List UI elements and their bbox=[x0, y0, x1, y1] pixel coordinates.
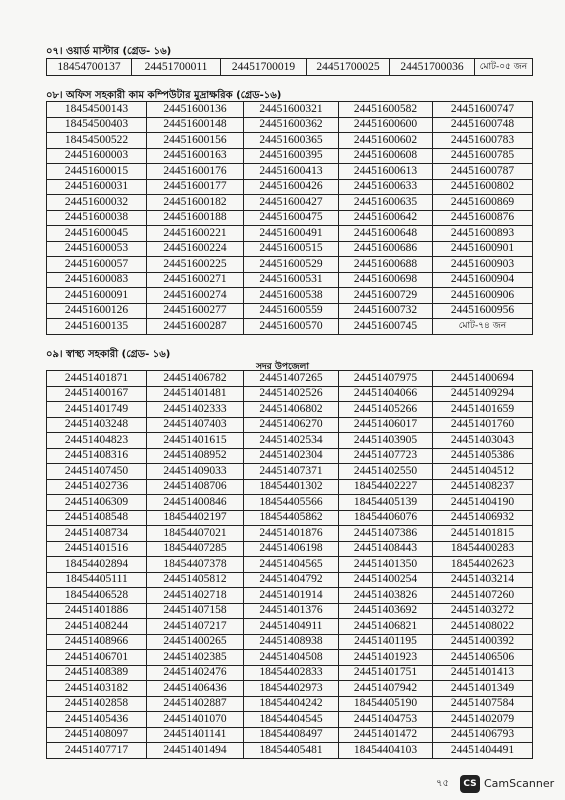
table-row bbox=[47, 681, 533, 697]
roll-number-cell: 24451407217 bbox=[147, 619, 244, 635]
roll-number-cell: 24451404753 bbox=[339, 712, 433, 728]
roll-number-cell: 24451600802 bbox=[433, 179, 533, 195]
roll-number-cell: 24451408938 bbox=[244, 634, 339, 650]
roll-number-cell: 24451401760 bbox=[433, 417, 533, 433]
roll-number-cell: 24451600413 bbox=[244, 164, 339, 180]
roll-number-cell: 24451401376 bbox=[244, 603, 339, 619]
sadar-upazila-subheading: সদর উপজেলা bbox=[256, 362, 309, 372]
roll-number-cell: 18454500522 bbox=[47, 133, 147, 149]
table-row bbox=[47, 464, 533, 480]
roll-number-cell: 24451401876 bbox=[244, 526, 339, 542]
roll-number-cell: 18454407021 bbox=[147, 526, 244, 542]
roll-number-cell: 24451401195 bbox=[339, 634, 433, 650]
roll-number-cell: 24451600015 bbox=[47, 164, 147, 180]
roll-number-cell: 24451600732 bbox=[339, 303, 433, 319]
roll-number-cell: 24451407371 bbox=[244, 464, 339, 480]
table-row bbox=[47, 727, 533, 743]
table-row bbox=[47, 117, 533, 133]
roll-number-cell: 24451407942 bbox=[339, 681, 433, 697]
roll-number-cell: 24451600287 bbox=[147, 319, 244, 335]
roll-number-cell: 24451401350 bbox=[339, 557, 433, 573]
roll-number-cell: 24451400846 bbox=[147, 495, 244, 511]
roll-number-cell: 24451403043 bbox=[433, 433, 533, 449]
roll-number-cell: 24451600426 bbox=[244, 179, 339, 195]
roll-number-cell: 24451600869 bbox=[433, 195, 533, 211]
roll-number-cell: 24451403182 bbox=[47, 681, 147, 697]
roll-number-cell: 24451600602 bbox=[339, 133, 433, 149]
roll-number-cell: 18454402227 bbox=[339, 479, 433, 495]
roll-number-cell: 24451700019 bbox=[221, 59, 307, 76]
table-row bbox=[47, 371, 533, 387]
roll-number-cell: 24451600538 bbox=[244, 288, 339, 304]
roll-number-cell: 24451600032 bbox=[47, 195, 147, 211]
roll-number-cell: 24451600176 bbox=[147, 164, 244, 180]
roll-number-cell: 24451402476 bbox=[147, 665, 244, 681]
roll-number-cell: 24451600091 bbox=[47, 288, 147, 304]
roll-number-cell: 24451600427 bbox=[244, 195, 339, 211]
camscanner-watermark: CamScanner bbox=[484, 777, 555, 790]
roll-number-cell: 24451406198 bbox=[244, 541, 339, 557]
roll-number-cell: 18454700137 bbox=[47, 59, 132, 76]
roll-number-cell: 24451402887 bbox=[147, 696, 244, 712]
roll-number-cell: 24451401749 bbox=[47, 402, 147, 418]
table-row bbox=[47, 479, 533, 495]
roll-number-cell: 24451402526 bbox=[244, 386, 339, 402]
roll-number-cell: 24451406782 bbox=[147, 371, 244, 387]
section-7-title: ০৭। ওয়ার্ড মাস্টার (গ্রেড- ১৬) bbox=[46, 46, 172, 57]
table-row bbox=[47, 288, 533, 304]
roll-number-cell: 24451401494 bbox=[147, 743, 244, 759]
roll-number-cell: 24451600570 bbox=[244, 319, 339, 335]
roll-number-cell: 18454404545 bbox=[244, 712, 339, 728]
roll-number-cell: 24451407723 bbox=[339, 448, 433, 464]
roll-number-cell: 24451401886 bbox=[47, 603, 147, 619]
roll-number-cell: 24451403905 bbox=[339, 433, 433, 449]
roll-number-cell: 24451401615 bbox=[147, 433, 244, 449]
roll-number-cell: 24451401481 bbox=[147, 386, 244, 402]
roll-number-cell: 24451404823 bbox=[47, 433, 147, 449]
handwritten-mark: ৭৫ bbox=[436, 778, 449, 789]
roll-number-cell: 24451600729 bbox=[339, 288, 433, 304]
table-row bbox=[47, 164, 533, 180]
roll-number-cell: 24451600787 bbox=[433, 164, 533, 180]
roll-number-cell: 24451600221 bbox=[147, 226, 244, 242]
roll-number-cell: 24451400694 bbox=[433, 371, 533, 387]
roll-number-cell: 18454400283 bbox=[433, 541, 533, 557]
roll-number-cell: 24451600182 bbox=[147, 195, 244, 211]
roll-number-cell: 24451407975 bbox=[339, 371, 433, 387]
roll-number-cell: 24451600904 bbox=[433, 272, 533, 288]
roll-number-cell: 24451401815 bbox=[433, 526, 533, 542]
roll-number-cell: 24451408022 bbox=[433, 619, 533, 635]
roll-number-cell: 24451600177 bbox=[147, 179, 244, 195]
table-row bbox=[47, 650, 533, 666]
total-count-cell: মোট-০৫ জন bbox=[475, 59, 533, 76]
table-row bbox=[47, 526, 533, 542]
camscanner-logo-icon: CS bbox=[460, 775, 480, 793]
roll-number-cell: 24451400265 bbox=[147, 634, 244, 650]
roll-number-cell: 24451401871 bbox=[47, 371, 147, 387]
roll-number-cell: 24451600053 bbox=[47, 241, 147, 257]
roll-number-cell: 24451402534 bbox=[244, 433, 339, 449]
roll-number-cell: 24451407584 bbox=[433, 696, 533, 712]
roll-number-cell: 18454404242 bbox=[244, 696, 339, 712]
roll-number-cell: 24451400392 bbox=[433, 634, 533, 650]
roll-number-cell: 24451600635 bbox=[339, 195, 433, 211]
table-row bbox=[47, 588, 533, 604]
table-row bbox=[47, 179, 533, 195]
table-row bbox=[47, 495, 533, 511]
roll-number-cell: 24451401141 bbox=[147, 727, 244, 743]
roll-number-cell: 24451403272 bbox=[433, 603, 533, 619]
roll-number-cell: 24451600893 bbox=[433, 226, 533, 242]
roll-number-cell: 24451600876 bbox=[433, 210, 533, 226]
roll-number-cell: 24451600277 bbox=[147, 303, 244, 319]
table-row bbox=[47, 665, 533, 681]
roll-number-cell: 18454405566 bbox=[244, 495, 339, 511]
table-row bbox=[47, 448, 533, 464]
roll-number-cell: 18454407285 bbox=[147, 541, 244, 557]
table-row bbox=[47, 102, 533, 118]
roll-number-cell: 24451404911 bbox=[244, 619, 339, 635]
roll-number-cell: 24451406506 bbox=[433, 650, 533, 666]
table-row bbox=[47, 510, 533, 526]
roll-number-cell: 18454405481 bbox=[244, 743, 339, 759]
roll-number-cell: 18454402623 bbox=[433, 557, 533, 573]
roll-number-cell: 24451402858 bbox=[47, 696, 147, 712]
roll-number-cell: 18454500403 bbox=[47, 117, 147, 133]
roll-number-cell: 24451600475 bbox=[244, 210, 339, 226]
roll-number-cell: 24451600747 bbox=[433, 102, 533, 118]
ward-master-table bbox=[46, 58, 533, 76]
roll-number-cell: 24451600642 bbox=[339, 210, 433, 226]
section-9-title: ০৯। স্বাস্থ্য সহকারী (গ্রেড- ১৬) bbox=[46, 349, 171, 360]
roll-number-cell: 24451600188 bbox=[147, 210, 244, 226]
roll-number-cell: 24451401516 bbox=[47, 541, 147, 557]
roll-number-cell: 24451600600 bbox=[339, 117, 433, 133]
roll-number-cell: 24451600274 bbox=[147, 288, 244, 304]
roll-number-cell: 18454404103 bbox=[339, 743, 433, 759]
table-row bbox=[47, 241, 533, 257]
roll-number-cell: 24451405812 bbox=[147, 572, 244, 588]
table-row bbox=[47, 319, 533, 335]
roll-number-cell: 24451600225 bbox=[147, 257, 244, 273]
roll-number-cell: 24451600785 bbox=[433, 148, 533, 164]
roll-number-cell: 24451408952 bbox=[147, 448, 244, 464]
roll-number-cell: 24451403692 bbox=[339, 603, 433, 619]
roll-number-cell: 24451600003 bbox=[47, 148, 147, 164]
roll-number-cell: 24451407450 bbox=[47, 464, 147, 480]
roll-number-cell: 24451600083 bbox=[47, 272, 147, 288]
roll-number-cell: 24451408244 bbox=[47, 619, 147, 635]
table-row bbox=[47, 619, 533, 635]
roll-number-cell: 24451600901 bbox=[433, 241, 533, 257]
roll-number-cell: 24451401472 bbox=[339, 727, 433, 743]
roll-number-cell: 24451600045 bbox=[47, 226, 147, 242]
roll-number-cell: 24451600321 bbox=[244, 102, 339, 118]
roll-number-cell: 24451600608 bbox=[339, 148, 433, 164]
roll-number-cell: 24451408734 bbox=[47, 526, 147, 542]
table-row bbox=[47, 541, 533, 557]
table-row bbox=[47, 272, 533, 288]
roll-number-cell: 24451407265 bbox=[244, 371, 339, 387]
roll-number-cell: 24451403214 bbox=[433, 572, 533, 588]
roll-number-cell: 24451700036 bbox=[390, 59, 475, 76]
table-row bbox=[47, 195, 533, 211]
table-row bbox=[47, 603, 533, 619]
roll-number-cell: 24451407403 bbox=[147, 417, 244, 433]
roll-number-cell: 24451401349 bbox=[433, 681, 533, 697]
table-row bbox=[47, 303, 533, 319]
roll-number-cell: 24451600559 bbox=[244, 303, 339, 319]
roll-number-cell: 24451404512 bbox=[433, 464, 533, 480]
roll-number-cell: 18454406076 bbox=[339, 510, 433, 526]
roll-number-cell: 24451600031 bbox=[47, 179, 147, 195]
table-row bbox=[47, 210, 533, 226]
roll-number-cell: 24451402736 bbox=[47, 479, 147, 495]
table-row bbox=[47, 226, 533, 242]
roll-number-cell: 24451407717 bbox=[47, 743, 147, 759]
roll-number-cell: 18454408497 bbox=[244, 727, 339, 743]
roll-number-cell: 24451403248 bbox=[47, 417, 147, 433]
roll-number-cell: 24451408316 bbox=[47, 448, 147, 464]
roll-number-cell: 24451600362 bbox=[244, 117, 339, 133]
roll-number-cell: 24451406802 bbox=[244, 402, 339, 418]
roll-number-cell: 24451404066 bbox=[339, 386, 433, 402]
roll-number-cell: 18454406528 bbox=[47, 588, 147, 604]
roll-number-cell: 24451700025 bbox=[307, 59, 390, 76]
roll-number-cell: 24451600903 bbox=[433, 257, 533, 273]
roll-number-cell: 24451600135 bbox=[47, 319, 147, 335]
roll-number-cell: 18454500143 bbox=[47, 102, 147, 118]
roll-number-cell: 24451600613 bbox=[339, 164, 433, 180]
roll-number-cell: 24451400167 bbox=[47, 386, 147, 402]
roll-number-cell: 24451600515 bbox=[244, 241, 339, 257]
roll-number-cell: 24451404792 bbox=[244, 572, 339, 588]
table-row bbox=[47, 59, 533, 76]
roll-number-cell: 24451600365 bbox=[244, 133, 339, 149]
roll-number-cell: 18454405190 bbox=[339, 696, 433, 712]
roll-number-cell: 24451600783 bbox=[433, 133, 533, 149]
roll-number-cell: 18454402894 bbox=[47, 557, 147, 573]
table-row bbox=[47, 712, 533, 728]
roll-number-cell: 24451402550 bbox=[339, 464, 433, 480]
table-row bbox=[47, 634, 533, 650]
health-assistant-table bbox=[46, 370, 533, 759]
roll-number-cell: 24451600531 bbox=[244, 272, 339, 288]
roll-number-cell: 24451401751 bbox=[339, 665, 433, 681]
roll-number-cell: 24451600648 bbox=[339, 226, 433, 242]
roll-number-cell: 18454405111 bbox=[47, 572, 147, 588]
roll-number-cell: 24451404190 bbox=[433, 495, 533, 511]
roll-number-cell: 24451406821 bbox=[339, 619, 433, 635]
roll-number-cell: 24451600698 bbox=[339, 272, 433, 288]
roll-number-cell: 24451406270 bbox=[244, 417, 339, 433]
roll-number-cell: 18454402197 bbox=[147, 510, 244, 526]
roll-number-cell: 24451402304 bbox=[244, 448, 339, 464]
roll-number-cell: 24451600395 bbox=[244, 148, 339, 164]
roll-number-cell: 24451408237 bbox=[433, 479, 533, 495]
roll-number-cell: 24451406793 bbox=[433, 727, 533, 743]
roll-number-cell: 24451406309 bbox=[47, 495, 147, 511]
roll-number-cell: 24451407260 bbox=[433, 588, 533, 604]
table-row bbox=[47, 402, 533, 418]
roll-number-cell: 24451408706 bbox=[147, 479, 244, 495]
table-row bbox=[47, 557, 533, 573]
roll-number-cell: 24451401914 bbox=[244, 588, 339, 604]
roll-number-cell: 24451407158 bbox=[147, 603, 244, 619]
total-count-cell: মোট-৭৪ জন bbox=[433, 319, 533, 335]
roll-number-cell: 24451600057 bbox=[47, 257, 147, 273]
roll-number-cell: 24451408443 bbox=[339, 541, 433, 557]
roll-number-cell: 24451404565 bbox=[244, 557, 339, 573]
roll-number-cell: 24451600582 bbox=[339, 102, 433, 118]
roll-number-cell: 24451404491 bbox=[433, 743, 533, 759]
roll-number-cell: 24451408966 bbox=[47, 634, 147, 650]
roll-number-cell: 24451408548 bbox=[47, 510, 147, 526]
roll-number-cell: 24451408097 bbox=[47, 727, 147, 743]
roll-number-cell: 24451408389 bbox=[47, 665, 147, 681]
roll-number-cell: 24451600745 bbox=[339, 319, 433, 335]
roll-number-cell: 24451404508 bbox=[244, 650, 339, 666]
table-row bbox=[47, 257, 533, 273]
roll-number-cell: 24451600748 bbox=[433, 117, 533, 133]
roll-number-cell: 24451406436 bbox=[147, 681, 244, 697]
roll-number-cell: 24451600686 bbox=[339, 241, 433, 257]
roll-number-cell: 24451600633 bbox=[339, 179, 433, 195]
table-row bbox=[47, 386, 533, 402]
table-row bbox=[47, 417, 533, 433]
roll-number-cell: 24451405386 bbox=[433, 448, 533, 464]
roll-number-cell: 24451402718 bbox=[147, 588, 244, 604]
roll-number-cell: 24451406017 bbox=[339, 417, 433, 433]
roll-number-cell: 24451402079 bbox=[433, 712, 533, 728]
table-row bbox=[47, 743, 533, 759]
table-row bbox=[47, 148, 533, 164]
roll-number-cell: 24451600136 bbox=[147, 102, 244, 118]
roll-number-cell: 24451407386 bbox=[339, 526, 433, 542]
roll-number-cell: 24451409294 bbox=[433, 386, 533, 402]
roll-number-cell: 24451600688 bbox=[339, 257, 433, 273]
roll-number-cell: 24451600956 bbox=[433, 303, 533, 319]
roll-number-cell: 24451401413 bbox=[433, 665, 533, 681]
table-row bbox=[47, 133, 533, 149]
roll-number-cell: 24451406701 bbox=[47, 650, 147, 666]
roll-number-cell: 18454402973 bbox=[244, 681, 339, 697]
roll-number-cell: 24451600906 bbox=[433, 288, 533, 304]
roll-number-cell: 24451600156 bbox=[147, 133, 244, 149]
roll-number-cell: 24451409033 bbox=[147, 464, 244, 480]
roll-number-cell: 24451402385 bbox=[147, 650, 244, 666]
table-row bbox=[47, 433, 533, 449]
roll-number-cell: 24451401923 bbox=[339, 650, 433, 666]
section-8-title: ০৮। অফিস সহকারী কাম কম্পিউটার মুদ্রাক্ষরিক (গ্রেড-১৬) bbox=[46, 90, 282, 101]
roll-number-cell: 24451600163 bbox=[147, 148, 244, 164]
roll-number-cell: 24451600271 bbox=[147, 272, 244, 288]
roll-number-cell: 24451600529 bbox=[244, 257, 339, 273]
roll-number-cell: 18454405139 bbox=[339, 495, 433, 511]
table-row bbox=[47, 696, 533, 712]
roll-number-cell: 18454401302 bbox=[244, 479, 339, 495]
roll-number-cell: 24451600224 bbox=[147, 241, 244, 257]
roll-number-cell: 24451400254 bbox=[339, 572, 433, 588]
roll-number-cell: 18454407378 bbox=[147, 557, 244, 573]
roll-number-cell: 24451401070 bbox=[147, 712, 244, 728]
roll-number-cell: 24451600148 bbox=[147, 117, 244, 133]
roll-number-cell: 24451403826 bbox=[339, 588, 433, 604]
roll-number-cell: 24451600038 bbox=[47, 210, 147, 226]
roll-number-cell: 24451600126 bbox=[47, 303, 147, 319]
roll-number-cell: 18454402833 bbox=[244, 665, 339, 681]
roll-number-cell: 24451600491 bbox=[244, 226, 339, 242]
roll-number-cell: 24451405436 bbox=[47, 712, 147, 728]
office-assistant-table bbox=[46, 101, 533, 335]
roll-number-cell: 24451406932 bbox=[433, 510, 533, 526]
roll-number-cell: 24451700011 bbox=[132, 59, 221, 76]
roll-number-cell: 24451402333 bbox=[147, 402, 244, 418]
roll-number-cell: 24451405266 bbox=[339, 402, 433, 418]
table-row bbox=[47, 572, 533, 588]
roll-number-cell: 18454405862 bbox=[244, 510, 339, 526]
roll-number-cell: 24451401659 bbox=[433, 402, 533, 418]
